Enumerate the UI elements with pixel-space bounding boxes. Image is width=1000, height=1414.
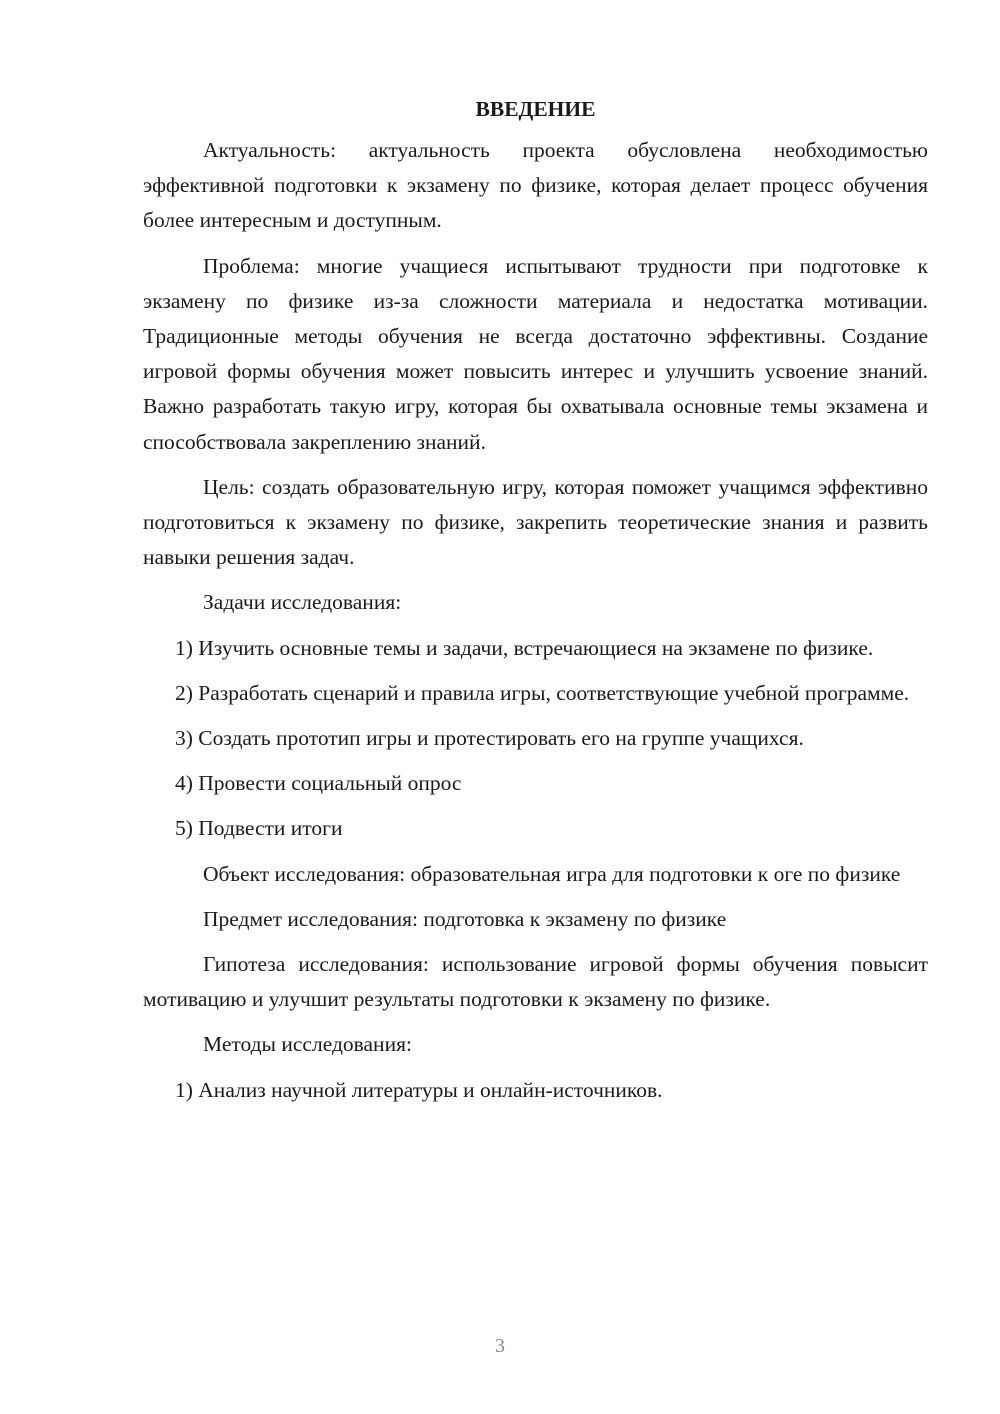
task-item-5: 5) Подвести итоги (175, 816, 343, 841)
page-number: 3 (495, 1335, 505, 1357)
page-content (143, 92, 928, 1118)
task-item-3: 3) Создать прототип игры и протестировать его на группе учащихся. (175, 726, 804, 751)
paragraph-problem: Проблема: многие учащиеся испытывают трудности при подготовке к экзамену по физике из-за сложности материала и недостатка мотивации. Традиционные методы обучения не всегда достаточно эффективны. Создание игровой формы обучения может повысить интерес и улучшить усвоение знаний. Важно разработать такую игру, которая бы охватывала основные темы экзамена и способствовала закреплению знаний. (143, 253, 928, 454)
tasks-heading: Задачи исследования: (203, 590, 402, 615)
task-item-1: 1) Изучить основные темы и задачи, встречающиеся на экзамене по физике. (175, 635, 874, 660)
task-item-2: 2) Разработать сценарий и правила игры, соответствующие учебной программе. (175, 680, 910, 705)
paragraph-relevance: Актуальность: актуальность проекта обусловлена необходимостью эффективной подготовки к экзамену по физике, которая делает процесс обучения более интересным и доступным. (143, 138, 928, 233)
task-item-4: 4) Провести социальный опрос (175, 771, 462, 796)
method-item-1: 1) Анализ научной литературы и онлайн-источников. (175, 1077, 663, 1102)
paragraph-goal: Цель: создать образовательную игру, которая поможет учащимся эффективно подготовиться к экзамену по физике, закрепить теоретические знания и развить навыки решения задач. (143, 474, 928, 570)
section-heading: ВВЕДЕНИЕ (475, 97, 596, 121)
paragraph-subject: Предмет исследования: подготовка к экзамену по физике (203, 906, 727, 931)
methods-heading: Методы исследования: (203, 1032, 412, 1057)
paragraph-hypothesis: Гипотеза исследования: использование игровой формы обучения повысит мотивацию и улучшит результаты подготовки к экзамену по физике. (143, 952, 928, 1012)
paragraph-object: Объект исследования: образовательная игра для подготовки к оге по физике (203, 861, 901, 886)
